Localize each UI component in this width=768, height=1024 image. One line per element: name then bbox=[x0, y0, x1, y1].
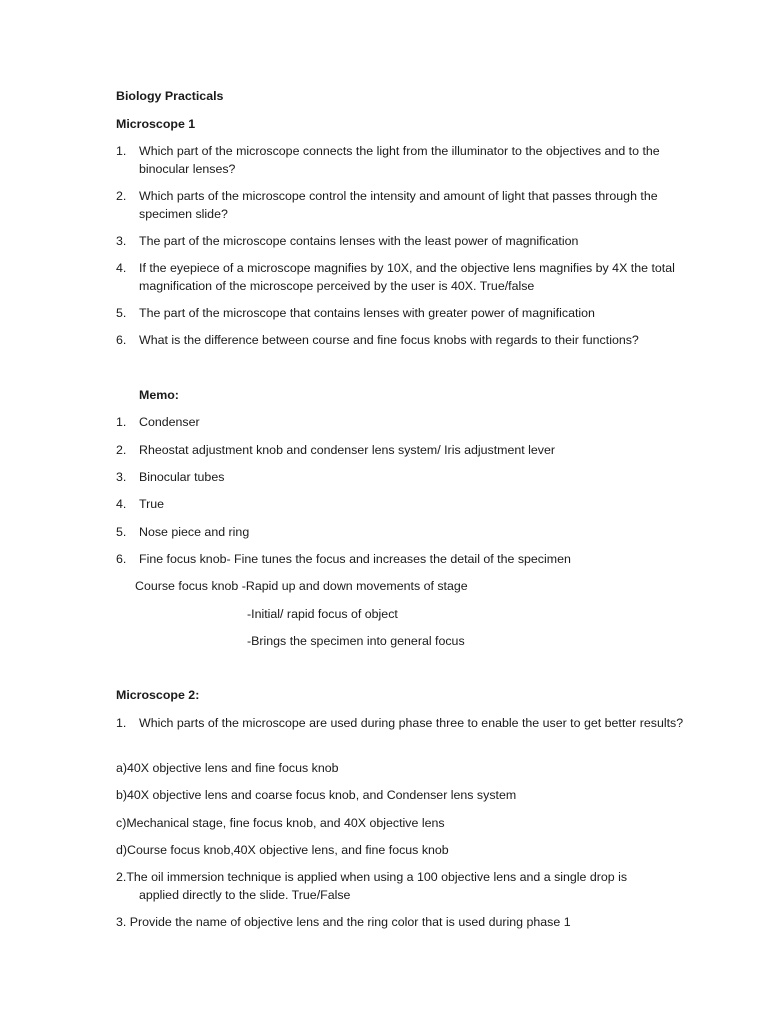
answer-text: Nose piece and ring bbox=[139, 525, 250, 539]
answer-text: Fine focus knob- Fine tunes the focus and increases the detail of the specimen bbox=[139, 552, 571, 566]
question-number: 4. bbox=[116, 261, 127, 275]
question-number: 1. bbox=[116, 144, 127, 158]
memo-heading: Memo: bbox=[139, 388, 179, 402]
answer-option: c)Mechanical stage, fine focus knob, and 40X objective lens bbox=[116, 816, 445, 830]
answer-number: 4. bbox=[116, 497, 127, 511]
microscope1-heading: Microscope 1 bbox=[116, 117, 196, 131]
answer-text: Condenser bbox=[139, 415, 200, 429]
answer-text: Rheostat adjustment knob and condenser lens system/ Iris adjustment lever bbox=[139, 443, 555, 457]
answer-number: 3. bbox=[116, 470, 127, 484]
answer-option: a)40X objective lens and fine focus knob bbox=[116, 761, 339, 775]
answer-number: 6. bbox=[116, 552, 127, 566]
answer-number: 1. bbox=[116, 415, 127, 429]
answer-text: True bbox=[139, 497, 165, 511]
question-text: Which parts of the microscope are used during phase three to enable the user to get better results? bbox=[139, 716, 684, 730]
question-text: Which part of the microscope connects the light from the illuminator to the objectives and to the binocular lenses? bbox=[139, 144, 660, 176]
answer-number: 2. bbox=[116, 443, 127, 457]
question-number: 5. bbox=[116, 306, 127, 320]
microscope2-heading: Microscope 2: bbox=[116, 688, 200, 702]
question-text-continuation: applied directly to the slide. True/False bbox=[139, 888, 351, 902]
answer-option: b)40X objective lens and coarse focus knob, and Condenser lens system bbox=[116, 788, 517, 802]
question-text: The part of the microscope that contains lenses with greater power of magnification bbox=[139, 306, 595, 320]
question-number: 3. bbox=[116, 234, 127, 248]
question-text: The part of the microscope contains lenses with the least power of magnification bbox=[139, 234, 579, 248]
question-text: 3. Provide the name of objective lens and the ring color that is used during phase 1 bbox=[116, 915, 571, 929]
question-text: 2.The oil immersion technique is applied when using a 100 objective lens and a single drop is bbox=[116, 870, 628, 884]
answer-text: Binocular tubes bbox=[139, 470, 225, 484]
question-text: If the eyepiece of a microscope magnifies by 10X, and the objective lens magnifies by 4X the total magnification of the microscope perceived by the user is 40X. True/false bbox=[139, 261, 675, 293]
answer-option: d)Course focus knob,40X objective lens, and fine focus knob bbox=[116, 843, 449, 857]
question-number: 1. bbox=[116, 716, 127, 730]
question-text: What is the difference between course and fine focus knobs with regards to their functions? bbox=[139, 333, 639, 347]
coarse-focus-detail: -Brings the specimen into general focus bbox=[247, 634, 465, 648]
question-number: 6. bbox=[116, 333, 127, 347]
coarse-focus-answer: Course focus knob -Rapid up and down movements of stage bbox=[135, 579, 468, 593]
answer-number: 5. bbox=[116, 525, 127, 539]
question-number: 2. bbox=[116, 189, 127, 203]
question-text: Which parts of the microscope control the intensity and amount of light that passes through the specimen slide? bbox=[139, 189, 658, 221]
document-title: Biology Practicals bbox=[116, 89, 224, 103]
coarse-focus-detail: -Initial/ rapid focus of object bbox=[247, 607, 398, 621]
